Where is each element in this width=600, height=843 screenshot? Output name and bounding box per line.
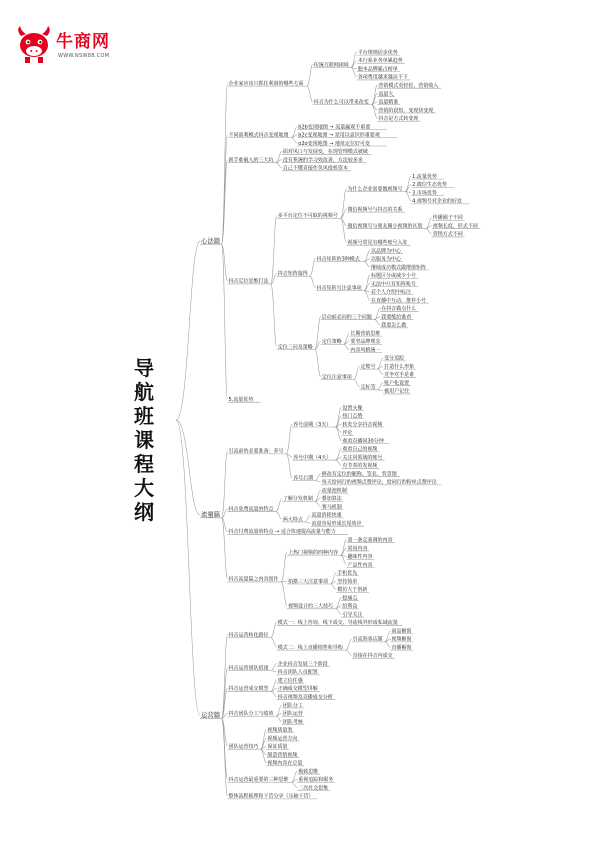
connector-line (315, 317, 321, 350)
connector-line (281, 582, 287, 606)
leaf-node: 叠加算法 (321, 496, 342, 503)
branch-node: 定位注意事项 (321, 374, 352, 381)
leaf-node: 我要能给谁看 (381, 314, 412, 321)
leaf-node: 直接在抖音内成交 (352, 653, 393, 660)
branch-node: 抖音流量篇之内容创作 (228, 576, 279, 583)
leaf-node: 4.视频号对企业的好处 (412, 198, 462, 205)
connector-line (271, 664, 277, 671)
connector-line (315, 481, 321, 482)
leaf-node: 抖音团队人员配置 (277, 669, 318, 676)
connector-line (304, 522, 310, 523)
branch-node: 拍摄三大注意事项 (288, 578, 329, 585)
leaf-node: 营销模式更轻松，营销收入 (378, 82, 439, 89)
leaf-node: 保证质量 (267, 744, 288, 751)
branch-node: 抖音运营团队搭建 (228, 665, 269, 672)
leaf-node: 传播圈子不同 (432, 215, 463, 222)
connector-line (346, 639, 352, 650)
leaf-node: b2c变现地图 → 是用以意识形重要观 (298, 132, 380, 139)
leaf-node: 建立信任感 (277, 677, 303, 684)
leaf-node: 正确成交模型讲解 (277, 686, 318, 693)
leaf-node: 评论 (342, 430, 353, 437)
leaf-node: 第一条定基调的内容 (347, 537, 393, 544)
branch-node: 抖音为什么可以带来改变 (313, 99, 369, 106)
leaf-node: 长期营销思维 (350, 330, 381, 337)
branch-node: 多平台定位不可取的视频号 (277, 213, 338, 220)
leaf-node: 5.流量优势 (228, 397, 254, 404)
leaf-node: 手机优先 (337, 570, 358, 577)
leaf-node: 被用户记住 (384, 388, 410, 395)
leaf-node: 本行系业务单累趋势 (357, 58, 403, 65)
connector-line (222, 244, 228, 399)
leaf-node: 1.流量优势 (412, 173, 437, 180)
leaf-node: 要坚品牌理念 (350, 339, 381, 346)
leaf-node: 二次社会思维 (298, 785, 329, 792)
section-node: 心法篇 (201, 236, 221, 245)
connector-line (315, 350, 321, 377)
branch-node: 视频设计的三大技巧 (288, 603, 334, 610)
leaf-node: 各项费用越来越高不下 (357, 74, 408, 81)
connector-line (286, 424, 292, 454)
branch-node: 养号中期（4天） (293, 454, 332, 461)
branch-node: 抖音矩阵的3种模式 (316, 256, 360, 263)
connector-line (385, 631, 391, 642)
connector-line (291, 138, 297, 143)
leaf-node: 视频号常见有哪些账号入驻 (347, 239, 408, 246)
brand-name: 牛商网 (56, 32, 110, 52)
leaf-node: 常用内容 (347, 545, 368, 552)
leaf-node: 竞争对手是谁 (384, 372, 415, 379)
leaf-node: 流量池机制 (321, 487, 347, 494)
connector-line (364, 275, 370, 290)
leaf-node: 自己不懂直接作负风投机资本 (282, 165, 348, 172)
leaf-node: 制造营销视频 (267, 752, 298, 759)
leaf-node: 营销阶段短，变现快变现 (378, 107, 434, 114)
connector-line (271, 273, 277, 284)
connector-line (276, 151, 282, 162)
connector-line (271, 671, 277, 672)
connector-line (286, 454, 292, 478)
branch-node: 抖音免费流量的特点 (228, 506, 274, 513)
connector-line (335, 598, 341, 609)
leaf-node: 微信视频号与抖音的关系 (347, 206, 403, 213)
branch-node: 微信视频号与朋友圈小视频的区别 (347, 223, 423, 230)
leaf-node: 若个人介绍中标注 (370, 289, 411, 296)
leaf-node: 没有系统的学习效改善，方法较多多 (282, 157, 363, 164)
leaf-node: 视频内容在总量 (267, 760, 303, 767)
leaf-node: 流量精准 (378, 99, 399, 106)
connector-line (354, 379, 360, 386)
branch-node: 模式二：线上直播销售和导购 (277, 644, 343, 651)
leaf-node: 无法中只有矩阵账号 (370, 281, 416, 288)
branch-node: 引流前的必要准备：养号 (228, 448, 284, 455)
connector-line (335, 460, 341, 465)
page-title: 导航班课程大纲 (134, 356, 154, 524)
connector-line (364, 291, 370, 300)
connector-line (222, 509, 228, 518)
section-node: 运营篇 (201, 711, 221, 720)
leaf-node: 以服务为中心 (370, 256, 401, 263)
leaf-node: 直播橱窗 (391, 644, 412, 651)
connector-line (276, 705, 282, 716)
branch-node: 新手难破入的三大坑 (228, 157, 274, 164)
branch-node: 为什么企业需要做视频号 (347, 186, 403, 193)
leaf-node: 流量容易形成长尾效应 (311, 520, 362, 527)
connector-line (315, 490, 321, 501)
connector-line (291, 771, 297, 782)
leaf-node: 抖音视频及直播成交分析 (277, 694, 333, 701)
leaf-node: 有节奏的发视频 (342, 463, 378, 470)
connector-line (330, 584, 336, 589)
connector-line (222, 451, 228, 518)
connector-line (385, 642, 391, 647)
leaf-node: 继续成功模式做增值矩阵 (370, 264, 426, 271)
connector-line (271, 691, 277, 696)
connector-line (310, 259, 316, 276)
leaf-node: 重视追踪和服务 (298, 777, 334, 784)
branch-node: 抖音定位思维打法 (228, 278, 269, 285)
leaf-node: 3.市场优势 (412, 190, 437, 197)
leaf-node: 观看直播间30分钟 (342, 438, 384, 445)
branch-node: 抖音团队分工与绩效 (228, 711, 274, 718)
connector-line (405, 176, 411, 191)
leaf-node: 极致思维 (298, 768, 319, 775)
leaf-node: 变分追踪 (384, 355, 405, 362)
leaf-node: 设置头像 (342, 405, 363, 412)
branch-node: 上热门视频的四种内容 (288, 549, 339, 556)
connector-line (364, 250, 370, 261)
branch-node: 两大特点 (282, 516, 303, 523)
connector-line (426, 229, 432, 234)
branch-node: 抖音运营最重要的三种思维 (228, 777, 289, 784)
branch-node: 引流海客店铺 (352, 636, 383, 643)
connector-line (271, 284, 277, 347)
connector-line (222, 518, 228, 579)
connector-line (374, 308, 380, 319)
connector-line (374, 320, 380, 325)
connector-line (343, 333, 349, 344)
leaf-node: 打造什么形象 (384, 363, 415, 370)
connector-line (377, 390, 383, 391)
branch-node: 团队运营技巧 (228, 744, 259, 751)
connector-line (377, 369, 383, 374)
leaf-node: 账户化设置 (384, 380, 410, 387)
leaf-node: 产品性内容 (347, 562, 373, 569)
branch-node: 抖音矩阵篇得 (277, 270, 308, 277)
branch-node: 抖音运营成交模型 (228, 686, 269, 693)
leaf-node: 趣味性内容 (347, 554, 373, 561)
leaf-node: 观看自己的视频 (342, 446, 378, 453)
leaf-node: 抖音付费流量的特点 → 适合快速提高流量与能力 (228, 529, 336, 536)
leaf-node: 面对风口与发展变，在现管理模式就破 (282, 149, 368, 156)
leaf-node: 挖痛点 (342, 595, 358, 602)
leaf-node: 平台规则话步优势 (357, 49, 398, 56)
leaf-node: 流量消耗快速 (311, 512, 342, 519)
branch-node: 抖音矩阵号注意事项 (316, 285, 362, 292)
connector-line (341, 555, 347, 564)
leaf-node: 关注同领域的账号 (342, 454, 383, 461)
branch-node: 定标签 (360, 384, 376, 391)
leaf-node: 视频运营方向 (267, 735, 298, 742)
branch-node: 启动前必问的三个问题 (321, 314, 372, 321)
leaf-node: 团队分工 (282, 702, 303, 709)
connector-line (354, 366, 360, 379)
branch-node: 不同盈利模式抖音变现地图 (228, 132, 289, 139)
connector-line (341, 540, 347, 555)
branch-node: 企业家应该只抓住利润的哪些方面 (228, 80, 304, 87)
connector-line (271, 680, 277, 691)
leaf-node: 企业抖音发展三个阶段 (277, 661, 328, 668)
leaf-node: 热门点赞 (342, 413, 363, 420)
leaf-node: 模仿大于创新 (337, 587, 368, 594)
leaf-node: 给利益 (342, 603, 358, 610)
leaf-node: 抖音是方式转变现 (378, 116, 419, 123)
connector-line (276, 498, 282, 511)
leaf-node: 营销方式不同 (432, 231, 463, 238)
brand-url: WWW.NSW88.COM (58, 53, 110, 59)
leaf-node: 团队运营 (282, 711, 303, 718)
leaf-node: 在直播中互动，推荐小号 (370, 297, 426, 304)
connector-line (281, 552, 287, 582)
leaf-node: 赛马机制 (321, 504, 342, 511)
connector-line (343, 344, 349, 349)
leaf-node: o2o变现地图 → 地址定位好可变 (298, 140, 370, 147)
leaf-node: 内容风格统一 (350, 347, 381, 354)
leaf-node: 视频质量类 (267, 727, 293, 734)
connector-line (315, 501, 321, 506)
connector-line (271, 622, 277, 637)
connector-line (176, 420, 200, 715)
branch-node: 定账号 (360, 363, 376, 370)
leaf-node: 标题区分或减少小号 (370, 273, 416, 280)
connector-line (271, 638, 277, 647)
connector-line (330, 573, 336, 584)
connector-line (291, 127, 297, 138)
connector-line (222, 135, 228, 244)
leaf-node: 在抖音做点什么 (381, 306, 417, 313)
connector-line (351, 68, 357, 77)
branch-node: 抖音运营转化路径 (228, 632, 269, 639)
leaf-node: 整体流程梳理和干货分享（压轴干货） (228, 793, 314, 800)
leaf-node: 模式一：线上咨询、线下成交、导流线外形成私域流量 (277, 620, 398, 627)
connector-line (176, 241, 200, 420)
connector-line (351, 52, 357, 67)
leaf-node: 独本品牌霸占榜单 (357, 66, 398, 73)
leaf-node: 2.微信生态优势 (412, 182, 447, 189)
leaf-node: 修改有定位的昵称、签名、背景图 (321, 471, 397, 478)
connector-line (307, 65, 313, 87)
branch-node: 养号前期（3天） (293, 421, 332, 428)
connector-line (276, 163, 282, 168)
branch-node: 养号后期 (293, 475, 314, 482)
branch-node: 传统互联网困境 (313, 62, 349, 69)
connector-line (315, 474, 321, 481)
connector-line (364, 262, 370, 267)
connector-line (426, 217, 432, 228)
connector-line (276, 512, 282, 519)
section-node: 流量篇 (201, 510, 221, 519)
branch-node: 定位策略 (321, 339, 342, 346)
leaf-node: 视频长度，形式不同 (432, 223, 478, 230)
leaf-node: b2b变现地图 → 流量赢观不重要 (298, 124, 371, 131)
connector-line (405, 191, 411, 200)
leaf-node: 坚持简单 (337, 578, 358, 585)
connector-line (335, 609, 341, 614)
connector-line (346, 650, 352, 655)
connector-line (276, 716, 282, 721)
leaf-node: 团队考核 (282, 719, 303, 726)
leaf-node: 商品橱窗 (391, 628, 412, 635)
branch-node: 了解分发机制 (282, 496, 313, 503)
leaf-node: 以品牌为中心 (370, 248, 401, 255)
leaf-node: 转发分享抖音视频 (342, 421, 383, 428)
leaf-node: 视频橱窗 (391, 636, 412, 643)
connector-line (307, 86, 313, 102)
connector-line (377, 383, 383, 390)
connector-line (291, 782, 297, 787)
leaf-node: 流量大 (378, 91, 394, 98)
leaf-node: 引导关注 (342, 611, 363, 618)
branch-node: 定位三问及策略 (277, 344, 313, 351)
leaf-node: 我要怎么做 (381, 322, 407, 329)
connector-line (377, 358, 383, 369)
connector-line (335, 449, 341, 460)
connector-line (304, 515, 310, 522)
leaf-node: 每天给同行的视频点赞评论，给同行的粉丝点赞评论 (321, 479, 437, 486)
connector-line (176, 420, 200, 515)
connector-line (310, 276, 316, 287)
